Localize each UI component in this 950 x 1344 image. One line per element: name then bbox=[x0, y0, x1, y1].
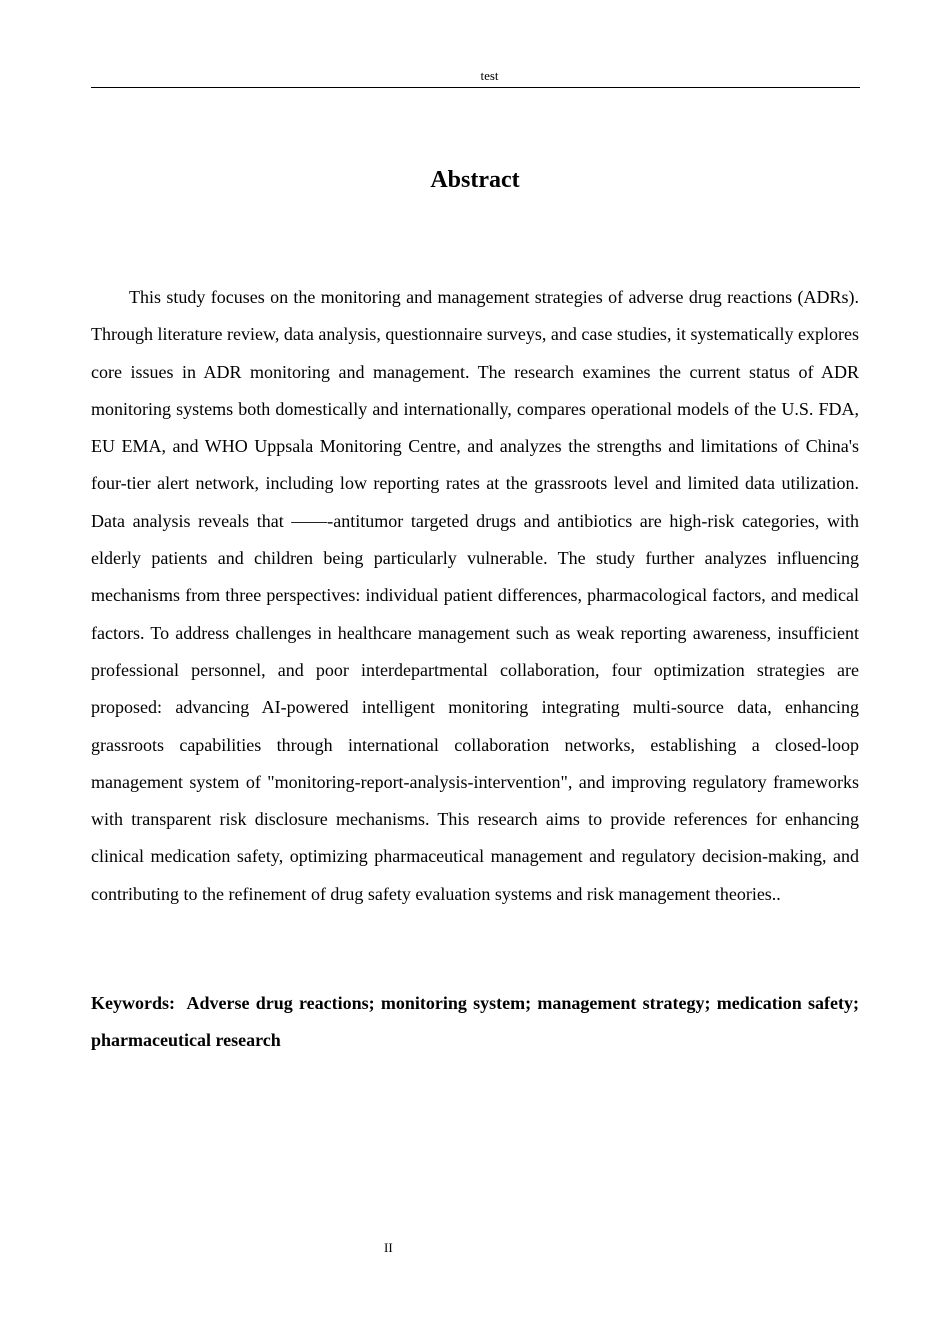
abstract-title: Abstract bbox=[430, 167, 520, 193]
running-title: test bbox=[480, 68, 499, 83]
abstract-body: This study focuses on the monitoring and management strategies of adverse drug reactions (ADRs). Through literature review, data analysis, questionnaire surveys, and case studies, it systematically explores core issues in ADR monitoring and management. The research examines the current status of ADR monitoring systems both domestically and internationally, compares operational models of the U.S. FDA, EU EMA, and WHO Uppsala Monitoring Centre, and analyzes the strengths and limitations of China's four-tier alert network, including low reporting rates at the grassroots level and limited data utilization. Data analysis reveals that ——-antitumor targeted drugs and antibiotics are high-risk categories, with elderly patients and children being particularly vulnerable. The study further analyzes influencing mechanisms from three perspectives: individual patient differences, pharmacological factors, and medical factors. To address challenges in healthcare management such as weak reporting awareness, insufficient professional personnel, and poor interdepartmental collaboration, four optimization strategies are proposed: advancing AI-powered intelligent monitoring integrating multi-source data, enhancing grassroots capabilities through international collaboration networks, establishing a closed-loop management system of "monitoring-report-analysis-intervention", and improving regulatory frameworks with transparent risk disclosure mechanisms. This research aims to provide references for enhancing clinical medication safety, optimizing pharmaceutical management and regulatory decision-making, and contributing to the refinement of drug safety evaluation systems and risk management theories.. bbox=[91, 287, 859, 904]
keywords-paragraph bbox=[91, 985, 859, 1060]
page-number: II bbox=[384, 1240, 393, 1255]
keywords-text: Adverse drug reactions; monitoring system; management strategy; medication safety; pharmaceutical research bbox=[91, 993, 859, 1051]
page-header bbox=[91, 67, 860, 88]
keywords-label: Keywords: bbox=[91, 993, 175, 1013]
